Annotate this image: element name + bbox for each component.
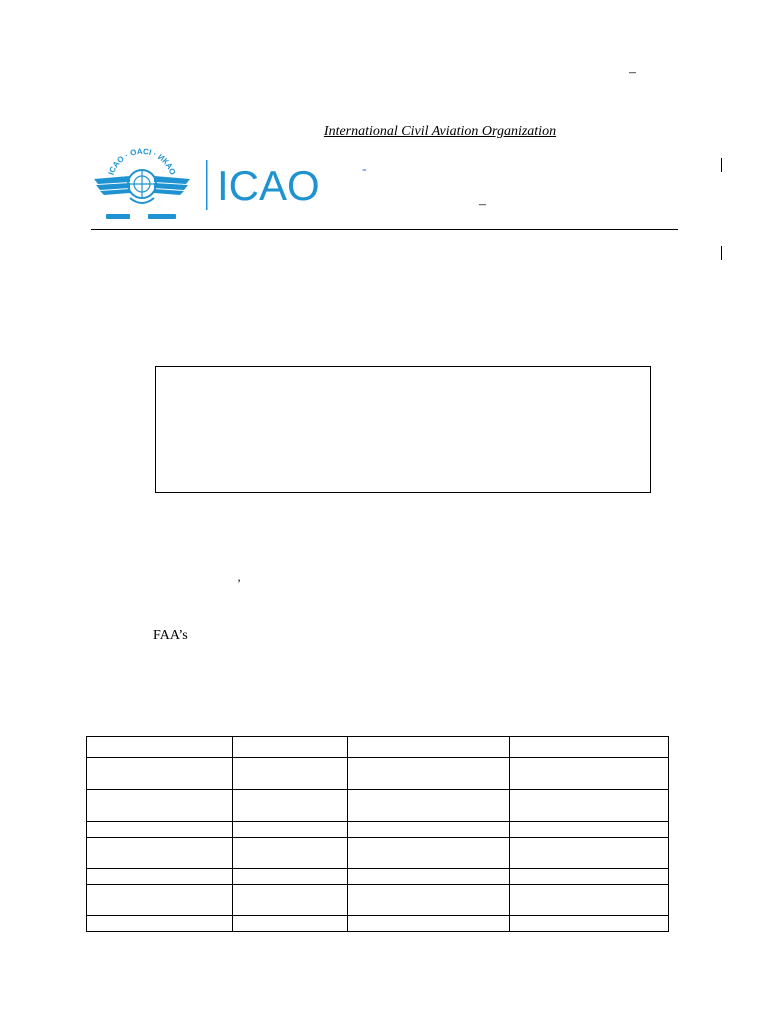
- table-cell: [87, 869, 233, 885]
- table-cell: [87, 916, 233, 932]
- table-row: [87, 758, 669, 790]
- icao-emblem-icon: [94, 170, 190, 219]
- logo-divider: [206, 160, 208, 210]
- svg-text:ICAO · OACI · ИКАО: ICAO · OACI · ИКАО: [106, 146, 178, 177]
- table-row: [87, 790, 669, 822]
- summary-box: [155, 366, 651, 493]
- table-cell: [348, 838, 510, 869]
- table-cell: [348, 790, 510, 822]
- change-bar: [721, 158, 722, 172]
- faa-label: FAA’s: [153, 628, 188, 643]
- table-cell: [233, 822, 348, 838]
- header-divider: [91, 229, 678, 230]
- table-cell: [510, 885, 669, 916]
- table-cell: [510, 869, 669, 885]
- table-row: [87, 869, 669, 885]
- table-cell: [233, 790, 348, 822]
- change-bar: [721, 246, 722, 260]
- table-cell: [87, 885, 233, 916]
- organization-title: International Civil Aviation Organization: [323, 124, 557, 139]
- table-cell: [510, 737, 669, 758]
- table-cell: [510, 916, 669, 932]
- table-cell: [233, 885, 348, 916]
- icao-wordmark: ICAO: [217, 162, 320, 209]
- data-table: [86, 736, 669, 932]
- table-cell: [87, 758, 233, 790]
- table-row: [87, 916, 669, 932]
- table-cell: [510, 838, 669, 869]
- table-cell: [233, 869, 348, 885]
- table-cell: [87, 790, 233, 822]
- table-cell: [510, 790, 669, 822]
- table-cell: [233, 737, 348, 758]
- table-row: [87, 822, 669, 838]
- blue-dash: -: [362, 162, 367, 177]
- table-row: [87, 737, 669, 758]
- table-cell: [348, 869, 510, 885]
- icao-logo: [92, 146, 322, 226]
- apostrophe: ’: [237, 576, 241, 590]
- table-cell: [87, 822, 233, 838]
- table-cell: [348, 822, 510, 838]
- table-cell: [233, 758, 348, 790]
- table-cell: [348, 758, 510, 790]
- table-cell: [348, 737, 510, 758]
- table-cell: [348, 885, 510, 916]
- table-row: [87, 838, 669, 869]
- table-row: [87, 885, 669, 916]
- table-cell: [233, 916, 348, 932]
- table-cell: [510, 758, 669, 790]
- top-dash: –: [629, 65, 636, 80]
- table-cell: [233, 838, 348, 869]
- table-cell: [510, 822, 669, 838]
- table-cell: [348, 916, 510, 932]
- table-cell: [87, 737, 233, 758]
- table-cell: [87, 838, 233, 869]
- mid-dash: –: [479, 197, 486, 212]
